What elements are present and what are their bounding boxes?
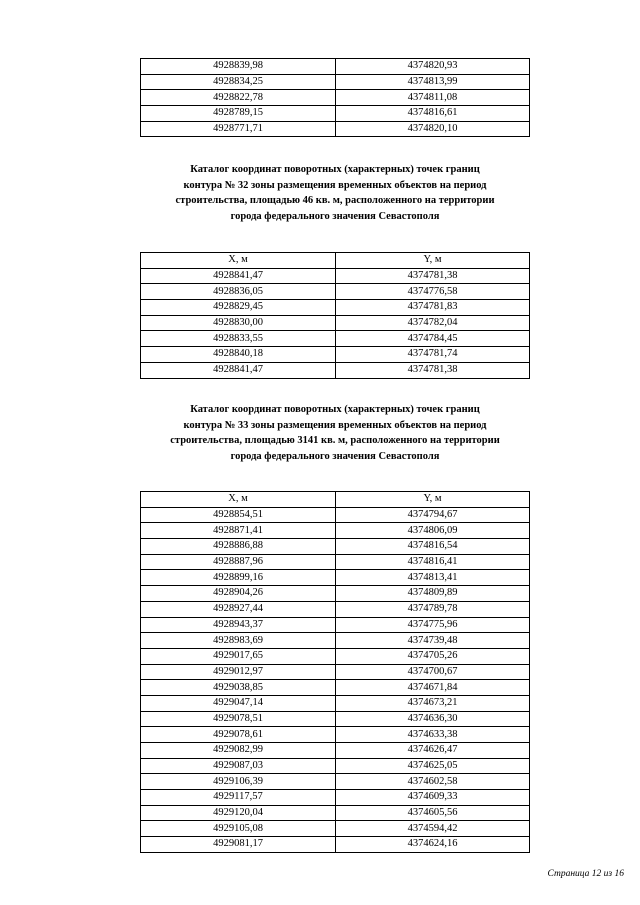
- x-coordinate-cell: 4928927,44: [141, 601, 336, 617]
- x-coordinate-cell: 4928904,26: [141, 586, 336, 602]
- y-coordinate-cell: 4374671,84: [336, 680, 530, 696]
- x-coordinate-cell: 4929120,04: [141, 805, 336, 821]
- x-coordinate-cell: 4928871,41: [141, 523, 336, 539]
- x-coordinate-cell: 4928771,71: [141, 121, 336, 137]
- table-row: [141, 821, 530, 837]
- table-row: [141, 362, 530, 378]
- y-coordinate-cell: 4374673,21: [336, 695, 530, 711]
- x-coordinate-cell: 4928840,18: [141, 347, 336, 363]
- x-coordinate-cell: 4929078,51: [141, 711, 336, 727]
- x-coordinate-cell: 4929078,61: [141, 727, 336, 743]
- x-coordinate-cell: 4928839,98: [141, 59, 336, 75]
- y-coordinate-cell: 4374816,61: [336, 106, 530, 122]
- y-coordinate-cell: 4374820,10: [336, 121, 530, 137]
- heading-line: Каталог координат поворотных (характерных) точек границ: [190, 164, 480, 175]
- y-coordinate-cell: 4374781,83: [336, 300, 530, 316]
- y-coordinate-cell: 4374626,47: [336, 743, 530, 759]
- table-row: [141, 727, 530, 743]
- x-coordinate-cell: 4928854,51: [141, 507, 336, 523]
- x-coordinate-cell: 4928887,96: [141, 554, 336, 570]
- heading-line: города федерального значения Севастополя: [230, 450, 440, 462]
- y-coordinate-cell: 4374781,74: [336, 347, 530, 363]
- coords-table-32: [140, 252, 530, 379]
- y-coordinate-cell: 4374784,45: [336, 331, 530, 347]
- table-row: [141, 711, 530, 727]
- column-header-x: X, м: [141, 253, 336, 269]
- table-row: [141, 758, 530, 774]
- heading-line: контура № 33 зоны размещения временных объектов на период: [183, 419, 487, 431]
- x-coordinate-cell: 4928841,47: [141, 268, 336, 284]
- heading-line: Каталог координат поворотных (характерных) точек границ: [190, 404, 480, 415]
- table-row: [141, 300, 530, 316]
- x-coordinate-cell: 4929106,39: [141, 774, 336, 790]
- x-coordinate-cell: 4929105,08: [141, 821, 336, 837]
- heading-line: контура № 32 зоны размещения временных объектов на период: [183, 179, 487, 191]
- x-coordinate-cell: 4929081,17: [141, 837, 336, 853]
- heading-line: города федерального значения Севастополя: [230, 210, 440, 222]
- y-coordinate-cell: 4374636,30: [336, 711, 530, 727]
- table-row: [141, 743, 530, 759]
- x-coordinate-cell: 4928886,88: [141, 539, 336, 555]
- table-row: [141, 680, 530, 696]
- page-number: Страница 12 из 16: [547, 869, 624, 879]
- heading-line: строительства, площадью 3141 кв. м, расположенного на территории: [170, 435, 500, 446]
- x-coordinate-cell: 4929117,57: [141, 790, 336, 806]
- y-coordinate-cell: 4374789,78: [336, 601, 530, 617]
- y-coordinate-cell: 4374602,58: [336, 774, 530, 790]
- table-row: [141, 90, 530, 106]
- table-row: [141, 74, 530, 90]
- table-row: [141, 648, 530, 664]
- table-row: [141, 284, 530, 300]
- y-coordinate-cell: 4374775,96: [336, 617, 530, 633]
- x-coordinate-cell: 4929087,03: [141, 758, 336, 774]
- x-coordinate-cell: 4928943,37: [141, 617, 336, 633]
- column-header-y: Y, м: [336, 253, 530, 269]
- heading-line: строительства, площадью 46 кв. м, расположенного на территории: [175, 195, 495, 206]
- x-coordinate-cell: 4928829,45: [141, 300, 336, 316]
- table-row: [141, 633, 530, 649]
- y-coordinate-cell: 4374806,09: [336, 523, 530, 539]
- y-coordinate-cell: 4374811,08: [336, 90, 530, 106]
- y-coordinate-cell: 4374609,33: [336, 790, 530, 806]
- y-coordinate-cell: 4374625,05: [336, 758, 530, 774]
- x-coordinate-cell: 4928833,55: [141, 331, 336, 347]
- table-row: [141, 586, 530, 602]
- y-coordinate-cell: 4374776,58: [336, 284, 530, 300]
- y-coordinate-cell: 4374739,48: [336, 633, 530, 649]
- x-coordinate-cell: 4928834,25: [141, 74, 336, 90]
- y-coordinate-cell: 4374781,38: [336, 268, 530, 284]
- table-header-row: [141, 253, 530, 269]
- x-coordinate-cell: 4929017,65: [141, 648, 336, 664]
- column-header-x: X, м: [141, 492, 336, 508]
- table-row: [141, 601, 530, 617]
- y-coordinate-cell: 4374813,99: [336, 74, 530, 90]
- table-row: [141, 106, 530, 122]
- table-row: [141, 59, 530, 75]
- catalog-heading-33: [130, 402, 540, 464]
- y-coordinate-cell: 4374782,04: [336, 315, 530, 331]
- catalog-heading-32: [130, 162, 540, 224]
- table-row: [141, 774, 530, 790]
- table-row: [141, 539, 530, 555]
- coords-table-continuation: [140, 58, 530, 137]
- table-header-row: [141, 492, 530, 508]
- x-coordinate-cell: 4928789,15: [141, 106, 336, 122]
- y-coordinate-cell: 4374624,16: [336, 837, 530, 853]
- y-coordinate-cell: 4374820,93: [336, 59, 530, 75]
- x-coordinate-cell: 4928836,05: [141, 284, 336, 300]
- table-row: [141, 837, 530, 853]
- table-row: [141, 617, 530, 633]
- table-row: [141, 554, 530, 570]
- y-coordinate-cell: 4374816,54: [336, 539, 530, 555]
- table-row: [141, 664, 530, 680]
- y-coordinate-cell: 4374794,67: [336, 507, 530, 523]
- table-row: [141, 121, 530, 137]
- table-row: [141, 347, 530, 363]
- y-coordinate-cell: 4374813,41: [336, 570, 530, 586]
- y-coordinate-cell: 4374605,56: [336, 805, 530, 821]
- y-coordinate-cell: 4374705,26: [336, 648, 530, 664]
- x-coordinate-cell: 4929012,97: [141, 664, 336, 680]
- table-row: [141, 805, 530, 821]
- table-row: [141, 331, 530, 347]
- x-coordinate-cell: 4929038,85: [141, 680, 336, 696]
- y-coordinate-cell: 4374809,89: [336, 586, 530, 602]
- table-row: [141, 790, 530, 806]
- table-row: [141, 523, 530, 539]
- y-coordinate-cell: 4374594,42: [336, 821, 530, 837]
- table-row: [141, 695, 530, 711]
- x-coordinate-cell: 4928841,47: [141, 362, 336, 378]
- x-coordinate-cell: 4929082,99: [141, 743, 336, 759]
- y-coordinate-cell: 4374633,38: [336, 727, 530, 743]
- x-coordinate-cell: 4928830,00: [141, 315, 336, 331]
- table-row: [141, 507, 530, 523]
- x-coordinate-cell: 4928899,16: [141, 570, 336, 586]
- y-coordinate-cell: 4374700,67: [336, 664, 530, 680]
- coords-table-33: [140, 491, 530, 853]
- table-row: [141, 315, 530, 331]
- x-coordinate-cell: 4928822,78: [141, 90, 336, 106]
- table-row: [141, 268, 530, 284]
- y-coordinate-cell: 4374781,38: [336, 362, 530, 378]
- x-coordinate-cell: 4928983,69: [141, 633, 336, 649]
- y-coordinate-cell: 4374816,41: [336, 554, 530, 570]
- column-header-y: Y, м: [336, 492, 530, 508]
- x-coordinate-cell: 4929047,14: [141, 695, 336, 711]
- table-row: [141, 570, 530, 586]
